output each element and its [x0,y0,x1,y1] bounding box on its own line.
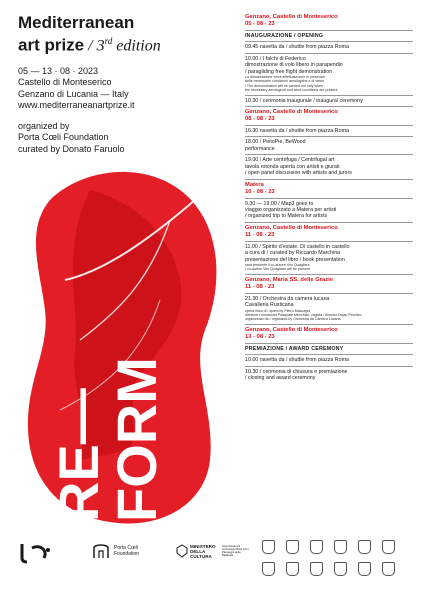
program-line: 19.00 / Arte centrifuga / Centrifugal art [245,157,335,164]
edition-suffix: rd [104,36,113,46]
partner-crest-icon [310,562,323,576]
program-section [245,154,413,178]
ministry-emblem-icon [176,544,188,558]
program-note: La dimostrazione verrà effettuata solo in presenza [245,75,325,80]
program-section [245,53,413,95]
program-label: INAUGURAZIONE / OPENING [245,33,324,39]
program-section [245,366,413,384]
website-link[interactable]: www.mediterraneanartprize.it [18,100,135,111]
program-location: Genzano, Maria SS. delle Grazie [245,276,333,283]
program-label: PREMIAZIONE / AWARD CEREMONY [245,345,344,352]
partner-crest-icon [358,540,371,554]
porta-coeli-logo-icon [92,542,110,560]
mediterranean-prize-logo-icon [18,542,52,564]
reform-word-bottom: FORM [105,357,168,522]
partner-crest-icon [262,540,275,554]
program-note: organizzato da / organized by Orchestra da Camera Lucana [245,317,341,322]
porta-coeli-text [114,545,139,557]
program-line: 09.45 navetta da / shuttle from piazza Roma [245,44,349,51]
prize-title [18,14,218,56]
organizers [18,121,218,156]
program-date: 11 - 08 - 23 [245,231,275,238]
soprintendenza-text: Soprintendenza Archeologia Belle Arti e Paesaggio della Basilicata [222,545,249,557]
program-note: / co-author Vito Quagliara will be present [245,267,310,272]
title-line-2 [18,32,218,56]
ministry-line-1: MINISTERO [190,544,216,549]
program-date: 08 - 08 - 23 [245,116,275,123]
program-section [245,14,413,30]
program-line: tavola rotonda aperta con artisti e giurati [245,163,340,170]
program-line: / closing and award ceremony [245,375,316,381]
program-location: Matera [245,181,264,188]
header-block [18,14,218,155]
program-section [245,179,413,198]
program-section [245,343,413,354]
event-dates: 05 — 13 · 08 · 2023 [18,65,99,76]
program-line: / paragliding free flight demonstration [245,68,333,75]
organized-by-label: organized by [18,120,70,131]
program-section [245,125,413,136]
ministry-text [190,544,216,559]
program-section [245,106,413,125]
program-section [245,30,413,41]
program-line: performance [245,145,275,152]
program-section [245,136,413,154]
program-note: opera lirica di / opera by Pietro Mascagni [245,308,311,313]
program-section [245,41,413,52]
title-art-prize: art prize [18,35,85,55]
title-line-1: Mediterranean [18,13,135,32]
program-section [245,222,413,241]
program-column [245,14,413,383]
partner-crest-icon [334,540,347,554]
partner-crest-icon [286,562,299,576]
partner-crest-icon [382,540,395,554]
program-note: delle necessarie condizioni aerologiche e di vento [245,79,325,84]
partner-crest-icon [334,562,347,576]
program-date: 11 - 08 - 23 [245,283,275,290]
event-info [18,66,218,112]
partner-crest-icon [262,562,275,576]
program-line: / open panel discussion with artists and jurors [245,170,352,177]
event-venue: Castello di Monteserico [18,77,112,88]
program-note: the necessary aerological and wind conditions are present [245,88,338,93]
program-date: 13 - 08 - 23 [245,333,275,340]
ministry-line-2: DELLA [190,549,206,554]
partner-crest-icon [358,562,371,576]
program-note: sarà presente il co-autore Vito Quagliara [245,262,310,267]
organizer-name: Porta Cœli Foundation [18,132,109,143]
program-line: presentazione del libro / book presentation [245,256,345,263]
edition-number: 3 [96,37,105,55]
program-note: direttore / conductor Pasquale Menchise, regista / director Dejan Prochev [245,312,362,317]
reform-word-top: RE— [47,388,110,522]
program-line: 10.00 navetta da / shuttle from piazza Roma [245,357,349,364]
curator-name: curated by Donato Faruolo [18,143,125,154]
program-line: 16.30 navetta da / shuttle from piazza Roma [245,128,349,135]
program-section [245,198,413,222]
event-place: Genzano di Lucania — Italy [18,88,129,99]
partner-logos [262,540,412,590]
partner-crest-icon [286,540,299,554]
edition-word: edition [112,37,161,55]
program-section [245,293,413,324]
program-section [245,354,413,365]
program-line: 10.00 / I falchi di Federico [245,55,306,62]
partner-crest-icon [382,562,395,576]
program-line: Cavalleria Rusticana [245,302,294,309]
program-date: 05 - 08 - 23 [245,21,275,27]
program-line: a cura di / curated by Riccardo Marchina [245,250,341,257]
program-location: Genzano, Castello di Monteserico [245,326,338,333]
program-section [245,95,413,106]
program-section [245,274,413,293]
program-line: 10.30 / cerimonia di chiusura e premiazione [245,368,348,375]
title-slash: / [84,37,97,55]
partner-crest-icon [310,540,323,554]
program-line: viaggio organizzato a Matera per artisti [245,206,337,213]
program-line: 9.30 — 19.00 / Map3 goes to [245,200,314,207]
foundation-line-1: Porta Cœli [114,545,138,551]
program-line: 21.30 / Orchestra da camera lucana [245,295,330,302]
foundation-line-2: Foundation [114,551,140,557]
reform-artwork [20,160,230,530]
program-line: 10.30 / cerimonia inaugurale / inaugural ceremony [245,97,363,104]
footer-logos [0,536,422,596]
program-location: Genzano, Castello di Monteserico [245,224,338,231]
program-note: / The demonstration will be carried out only when [245,83,324,88]
program-line: 18.00 / PietoPie, BeWood [245,139,306,146]
program-line: 11.00 / Spirito d'estate. Di castello in castello [245,243,350,250]
program-date: 10 - 08 - 23 [245,188,275,195]
program-location: Genzano, Castello di Monteserico [245,109,338,116]
program-section [245,241,413,274]
ministry-line-3: CULTURA [190,554,212,559]
program-line: / organized trip to Matera for artists [245,213,328,220]
program-line: dimostrazione di volo libero in parapendio [245,62,343,69]
program-section [245,324,413,343]
program-location: Genzano, Castello di Monteserico [245,14,338,20]
